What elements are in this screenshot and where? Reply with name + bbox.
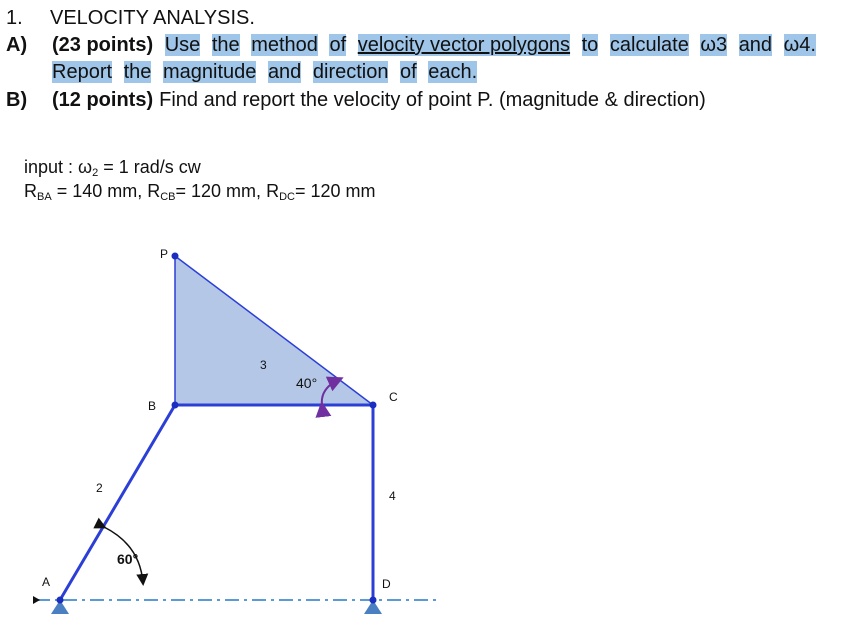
label-a: A [42,575,51,589]
joint-a [57,597,64,604]
label-d: D [382,577,391,591]
r-dc-sub: DC [279,191,295,203]
r-cb-sub: CB [160,191,176,203]
input-suffix: = 1 rad/s cw [98,157,201,177]
label-link-2: 2 [96,481,103,495]
r-ba-value: = 140 mm, [51,181,148,201]
label-link-4: 4 [389,489,396,503]
part-a-label: A) [6,34,28,56]
part-a-word: Report [52,61,113,83]
part-a-word: method [251,34,318,56]
link-2 [60,405,175,600]
part-a-word: and [738,34,773,56]
part-a-word: magnitude [162,61,257,83]
part-a-word: the [123,61,152,83]
input-prefix: input : ω [24,157,93,177]
joint-b [172,402,179,409]
part-a-word: and [267,61,302,83]
joint-c [370,402,377,409]
link-3-triangle [175,256,373,405]
part-a-word: Use [164,34,201,56]
part-a-word: of [400,61,417,83]
part-a-word: calculate [609,34,689,56]
part-a-word: direction [312,61,389,83]
part-b-points: (12 points) [52,89,154,111]
joint-d [370,597,377,604]
r-cb-value: = 120 mm, [175,181,267,201]
label-b: B [148,399,157,413]
part-a-word: each. [428,61,478,83]
r-ba-sub: BA [37,191,52,203]
part-a-word-omega4: ω4. [783,34,816,56]
part-b-question: Find and report the velocity of point P. (magnitude & direction) [159,89,706,111]
ground-line-arrow-icon [33,596,40,604]
label-angle-60: 60° [117,551,139,567]
problem-heading: VELOCITY ANALYSIS. [50,7,255,29]
part-a-word: of [329,34,347,56]
part-a-word-omega3: ω3 [700,34,728,56]
r-dc: R [266,181,280,201]
part-a-points: (23 points) [52,34,154,56]
part-a-word-velocity-vector-polygons: velocity vector polygons [357,34,571,56]
label-p: P [160,247,169,261]
label-link-3: 3 [260,358,267,372]
r-cb: R [147,181,161,201]
point-p [172,253,179,260]
label-angle-40: 40° [296,375,318,391]
label-c: C [389,390,398,404]
r-ba: R [24,181,37,201]
part-a-word: to [581,34,599,56]
part-a-word: the [211,34,240,56]
r-dc-value: = 120 mm [294,181,376,201]
part-b-label: B) [6,89,28,111]
input-sub: 2 [92,167,99,179]
problem-number: 1. [6,7,23,29]
